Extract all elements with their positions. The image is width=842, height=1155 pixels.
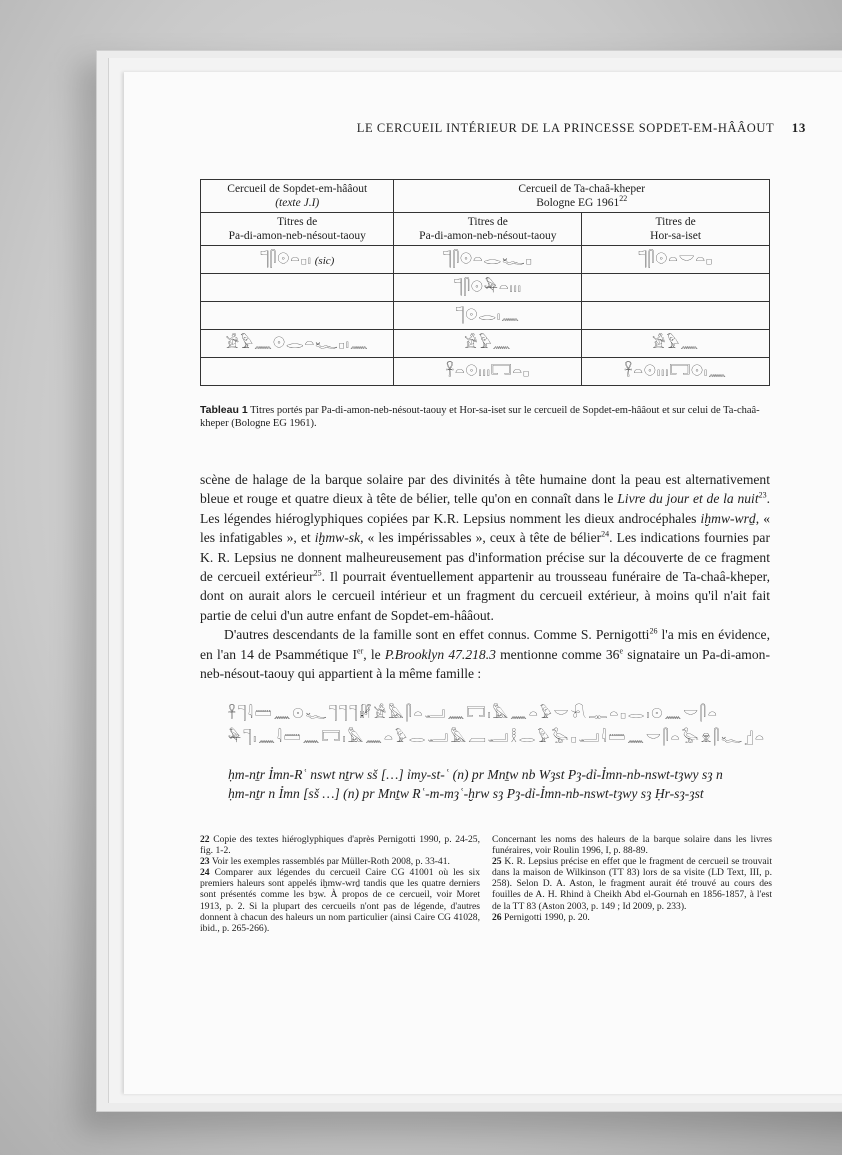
translit-line-1: ḥm-nṯr Ỉmn-Rʿ nswt nṯrw sš […] ỉmy-st-ʿ (n) pr Mnṯw nb Wȝst Pȝ-dỉ-Ỉmn-nb-nswt-tȝwy sȝ n <box>228 767 723 782</box>
table-row <box>201 274 770 302</box>
text-run: mentionne comme 36 <box>495 646 620 662</box>
footnote-ref: 23 <box>758 490 767 500</box>
footnote-text: Comparer aux légendes du cercueil Caire CG 41001 où les six premiers haleurs sont appelés iḫmw-wrḏ tandis que les quatre derniers sont présentés comme les bȝw. À propos de ce cercueil, voir Moret 1913, p. 2. Si la plupart des cercueils n'ont pas de légende, d'autres donnent à chacun des haleurs un nom particulier (ainsi Caire CG 41028, ibid., p. 265-266). <box>200 867 480 934</box>
table-row <box>201 358 770 386</box>
hieroglyph-cell <box>394 358 582 386</box>
hieroglyph-line-1: 𓋹𓊹𓇋𓏠𓈖𓇳𓆑𓊹𓊹𓊹𓏞𓀀𓅓𓋴𓏏𓂝𓈖𓉐𓏤𓅓𓈖𓏏𓅱𓎟𓍯𓊃𓏏𓊪𓂋𓏤𓇳𓈖𓎟𓋴𓏏 <box>228 706 719 722</box>
hieroglyph-group: 𓀀𓅱𓈖 <box>464 333 512 352</box>
empty-cell <box>582 302 770 330</box>
hieroglyph-group: 𓊹𓇳𓂋𓏤𓈖 <box>455 305 521 324</box>
table-row <box>201 246 770 274</box>
empty-cell <box>201 302 394 330</box>
hieroglyphic-text <box>228 702 773 750</box>
paragraph-2 <box>200 625 770 683</box>
footnote-26 <box>492 912 772 923</box>
table-subheader-row <box>201 213 770 246</box>
text-run: . Il pourrait éventuellement appartenir au trousseau funéraire de Ta-chaâ-kheper, dont on aurait alors le cercueil intérieur et un fragment du cercueil extérieur, à moins qu'il n'ait fait partie de celui d'un autre enfant de Sopdet-em-hââout. <box>200 569 770 623</box>
running-head <box>196 120 806 136</box>
header-right-note: 22 <box>619 194 628 204</box>
hieroglyph-cell <box>394 274 582 302</box>
table-row <box>201 302 770 330</box>
footnote-24 <box>200 867 480 934</box>
header-cell-left <box>201 180 394 213</box>
subheader-col2-b: Pa-di-amon-neb-nésout-taouy <box>419 230 557 242</box>
footnote-text: Copie des textes hiéroglyphiques d'après Pernigotti 1990, p. 24-25, fig. 1-2. <box>200 834 480 857</box>
subheader-col3 <box>582 213 770 246</box>
hieroglyph-group: 𓊹𓋴𓇳𓏏𓎟𓏏𓊪 <box>638 249 714 268</box>
footnotes <box>200 834 772 934</box>
italic-run: Livre du jour et de la nuit <box>617 491 759 507</box>
hieroglyph-group: 𓊹𓋴𓇳𓏏𓂋𓆑𓊪 <box>442 249 533 268</box>
footnote-24-continued <box>492 834 772 856</box>
header-right-sub: Bologne EG 1961 <box>536 197 620 209</box>
header-cell-right <box>394 180 770 213</box>
footnote-number: 25 <box>492 856 502 868</box>
hieroglyph-group: 𓀀𓅱𓈖 <box>651 333 700 352</box>
text-run: l'a mis en évidence, en l'an 14 de Psammétique I <box>200 627 770 662</box>
empty-cell <box>201 274 394 302</box>
superscript: er <box>357 646 364 656</box>
hieroglyph-group: 𓋹𓏏𓇳𓏤𓏤𓏤𓉐𓏏𓊪 <box>445 361 531 380</box>
subheader-col2-a: Titres de <box>467 216 508 228</box>
subheader-col3-b: Hor-sa-iset <box>650 230 702 242</box>
subheader-col1 <box>201 213 394 246</box>
caption-text: Titres portés par Pa-di-amon-neb-nésout-taouy et Hor-sa-iset sur le cercueil de Sopdet-em-hââout et sur celui de Ta-chaâ-kheper (Bologne EG 1961). <box>200 405 760 429</box>
subheader-col3-a: Titres de <box>655 216 696 228</box>
footnote-number: 24 <box>200 867 210 879</box>
footnote-ref: 24 <box>601 529 610 539</box>
table-header-row <box>201 180 770 213</box>
hieroglyph-cell <box>201 330 394 358</box>
footnote-text: Voir les exemples rassemblés par Müller-Roth 2008, p. 33-41. <box>211 856 450 868</box>
footnote-23 <box>200 856 480 867</box>
hieroglyph-cell <box>394 302 582 330</box>
header-left-sub: (texte J.I) <box>275 197 320 209</box>
hieroglyph-group: 𓋹𓏏𓇳𓏤𓏤𓏤𓉐𓇳𓏤𓈖 <box>624 361 728 380</box>
hieroglyph-cell <box>201 246 394 274</box>
italic-run: iḫmw-sk <box>314 530 361 546</box>
body-text <box>200 470 770 683</box>
table-row <box>201 330 770 358</box>
sic-note: (sic) <box>314 254 335 267</box>
header-right-sub-line <box>398 196 765 210</box>
italic-run: P.Brooklyn 47.218.3 <box>384 646 496 662</box>
footnote-number: 26 <box>492 911 502 923</box>
translit-line-2: ḥm-nṯr n Ỉmn [sš …] (n) pr Mnṯw Rʿ-m-mȝʿ-ḫrw sȝ Pȝ-dỉ-Ỉmn-nb-nswt-tȝwy sȝ Ḥr-sȝ-ȝst <box>228 786 704 801</box>
footnote-22 <box>200 834 480 856</box>
text-run: . Les légendes hiéroglyphiques copiées par K.R. Lepsius nomment les dieux androcéphales <box>200 491 771 526</box>
hieroglyph-group: 𓊹𓋴𓇳𓏏𓊪𓏤 <box>260 249 312 268</box>
footnote-ref: 26 <box>649 626 658 636</box>
hieroglyph-group: 𓊹𓋴𓇳𓅆𓏏𓏤𓏤𓏤 <box>453 277 522 296</box>
footnote-text: Concernant les noms des haleurs de la barque solaire dans les livres funéraires, voir Roulin 1996, I, p. 88-89. <box>492 834 772 857</box>
transliteration <box>228 765 778 803</box>
text-run: , « les infatigables », et <box>200 510 770 546</box>
footnote-text: Pernigotti 1990, p. 20. <box>504 911 590 923</box>
footnote-number: 23 <box>200 856 210 868</box>
running-head-title: LE CERCUEIL INTÉRIEUR DE LA PRINCESSE SOPDET-EM-HÂÂOUT <box>356 121 775 135</box>
hieroglyph-group: 𓀀𓅱𓈖𓇳𓂋𓏏𓆑𓊪𓏤𓈖 <box>225 333 369 352</box>
empty-cell <box>201 358 394 386</box>
text-run: , le <box>363 646 385 662</box>
table-caption <box>200 404 772 430</box>
titles-table <box>200 179 770 386</box>
hieroglyph-cell <box>582 246 770 274</box>
footnote-ref: 25 <box>313 568 322 578</box>
hieroglyph-cell <box>582 358 770 386</box>
subheader-col1-a: Titres de <box>277 216 318 228</box>
header-right-title: Cercueil de Ta-chaâ-kheper <box>518 183 646 195</box>
caption-label: Tableau 1 <box>200 404 248 416</box>
text-run: scène de halage de la barque solaire par des divinités à tête humaine dont la peau est alternativement bleue et rouge et quatre dieux à tête de bélier, telle qu'on en connaît dans le <box>200 472 770 507</box>
empty-cell <box>582 274 770 302</box>
text-run: . Les indications fournies par K. R. Lepsius ne donnent malheureusement pas d'information précise sur la découverte de ce fragment de cercueil extérieur <box>200 530 770 585</box>
footnotes-col-right <box>492 834 772 934</box>
superscript: e <box>619 646 624 656</box>
text-run: , « les impérissables », ceux à tête de bélier <box>360 530 602 546</box>
footnote-number: 22 <box>200 834 210 845</box>
paragraph-1 <box>200 470 770 625</box>
hieroglyph-line-2: 𓅆𓊹𓏤𓈖𓇋𓏠𓈖𓉐𓏤𓅓𓈖𓏏𓅱𓂋𓂝𓅓𓐙𓂝𓎛𓂋𓅱𓅭𓊪𓂝𓇋𓏠𓈖𓎟𓋴𓏏𓅭𓁷𓋴𓆑𓊨𓏏 <box>228 730 766 746</box>
footnote-25 <box>492 856 772 911</box>
footnotes-col-left <box>200 834 480 934</box>
italic-run: iḫmw-wrḏ <box>700 510 756 526</box>
footnote-text: K. R. Lepsius précise en effet que le fragment de cercueil se trouvait dans la maison de Wilkinson (TT 83) lors de sa visite (LD Text, III, p. 258). Selon D. A. Aston, le fragment aurait été trouvé au cours des fouilles de A. H. Rhind à Cheikh Abd el-Gournah en 1856-1857, à l'est de la TT 83 (Aston 2003, p. 149 ; Id 2009, p. 233). <box>492 856 773 912</box>
text-run: D'autres descendants de la famille sont en effet connus. Comme S. Pernigotti <box>224 627 650 643</box>
text-run: signataire un Pa-di-amon-neb-nésout-taouy qui appartient à la même famille : <box>200 646 770 682</box>
hieroglyph-cell <box>582 330 770 358</box>
hieroglyph-cell <box>394 330 582 358</box>
subheader-col1-b: Pa-di-amon-neb-nésout-taouy <box>228 230 366 242</box>
page-number: 13 <box>791 120 806 135</box>
header-left-title: Cercueil de Sopdet-em-hââout <box>227 183 368 195</box>
subheader-col2 <box>394 213 582 246</box>
hieroglyph-cell <box>394 246 582 274</box>
